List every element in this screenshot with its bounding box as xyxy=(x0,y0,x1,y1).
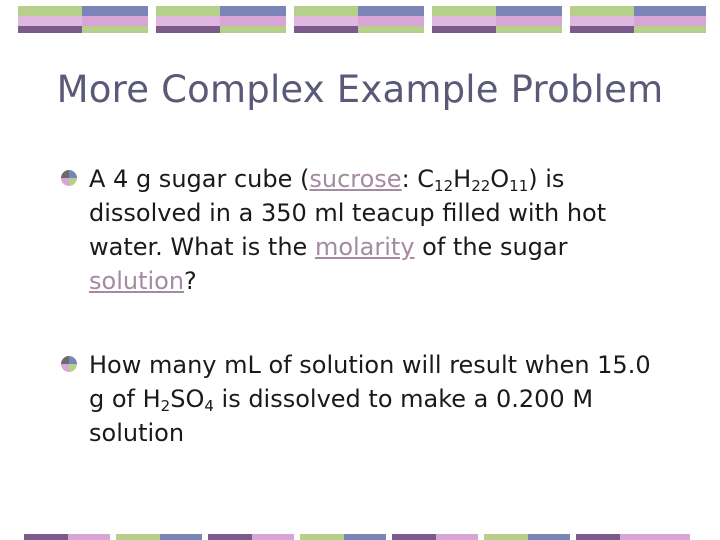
bottom-decorative-stripe xyxy=(24,534,690,540)
bullet-item-1 xyxy=(60,162,660,298)
bullet-text-1: A 4 g sugar cube (sucrose: $C_{12}H_{22}O_{11}$) is dissolved in a 350 ml teacup filled with hot water. What is the molarity of the sugar solution? xyxy=(89,165,607,295)
slide-title: More Complex Example Problem xyxy=(56,68,664,111)
pie-bullet-icon xyxy=(60,355,78,373)
bullet-item-2 xyxy=(60,348,660,450)
solution-link[interactable]: solution xyxy=(89,267,185,295)
molarity-link[interactable]: molarity xyxy=(314,233,415,261)
pie-bullet-icon xyxy=(60,169,78,187)
top-decorative-stripe xyxy=(18,6,706,36)
sucrose-link[interactable]: sucrose xyxy=(309,165,402,193)
bullet-text-2: How many mL of solution will result when 15.0 g of $H_2SO_4$ is dissolved to make a 0.200 M solution xyxy=(89,351,651,447)
